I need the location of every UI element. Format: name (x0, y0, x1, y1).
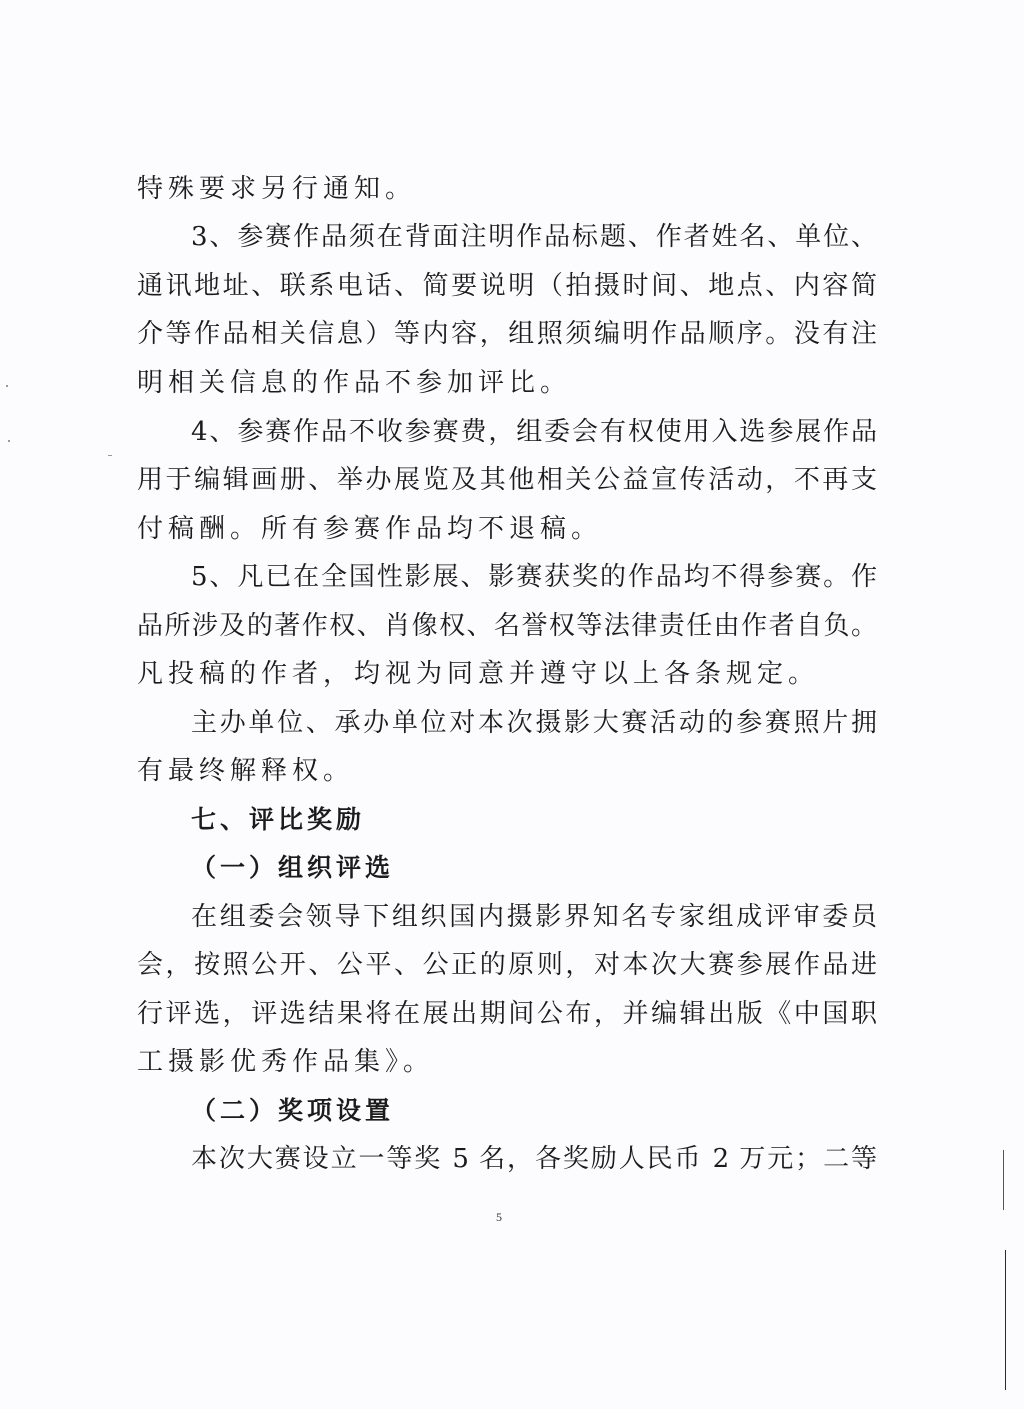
text-line: 会，按照公开、公平、公正的原则，对本次大赛参展作品进 (137, 950, 877, 980)
text-line: 付稿酬。所有参赛作品均不退稿。 (137, 514, 603, 544)
scan-edge-line (1005, 1250, 1006, 1390)
text-line: 工摄影优秀作品集》。 (137, 1047, 435, 1077)
text-line: 5、凡已在全国性影展、影赛获奖的作品均不得参赛。作 (191, 562, 877, 592)
text-line: 特殊要求另行通知。 (137, 174, 417, 204)
scan-speck (108, 455, 112, 456)
text-line: 用于编辑画册、举办展览及其他相关公益宣传活动，不再支 (137, 465, 877, 495)
scan-speck (6, 385, 8, 387)
subsection-heading: （二）奖项设置 (191, 1096, 395, 1125)
subsection-heading: （一）组织评选 (191, 853, 395, 882)
text-line: 3、参赛作品须在背面注明作品标题、作者姓名、单位、 (191, 222, 877, 252)
text-line: 在组委会领导下组织国内摄影界知名专家组成评审委员 (191, 902, 877, 932)
text-line: 通讯地址、联系电话、简要说明（拍摄时间、地点、内容简 (137, 271, 877, 301)
text-line: 凡投稿的作者，均视为同意并遵守以上各条规定。 (137, 659, 820, 689)
scan-edge-line (1003, 1150, 1004, 1210)
section-heading: 七、评比奖励 (191, 805, 366, 834)
text-line: 4、参赛作品不收参赛费，组委会有权使用入选参展作品 (191, 417, 877, 447)
text-line: 本次大赛设立一等奖 5 名，各奖励人民币 2 万元；二等 (191, 1144, 877, 1174)
scan-speck (8, 440, 10, 442)
text-line: 主办单位、承办单位对本次摄影大赛活动的参赛照片拥 (191, 708, 877, 738)
text-line: 明相关信息的作品不参加评比。 (137, 368, 572, 398)
text-line: 有最终解释权。 (137, 756, 355, 786)
text-line: 品所涉及的著作权、肖像权、名誉权等法律责任由作者自负。 (137, 611, 877, 641)
page-number: 5 (496, 1210, 502, 1224)
text-line: 行评选，评选结果将在展出期间公布，并编辑出版《中国职 (137, 999, 877, 1029)
text-line: 介等作品相关信息）等内容，组照须编明作品顺序。没有注 (137, 319, 877, 349)
